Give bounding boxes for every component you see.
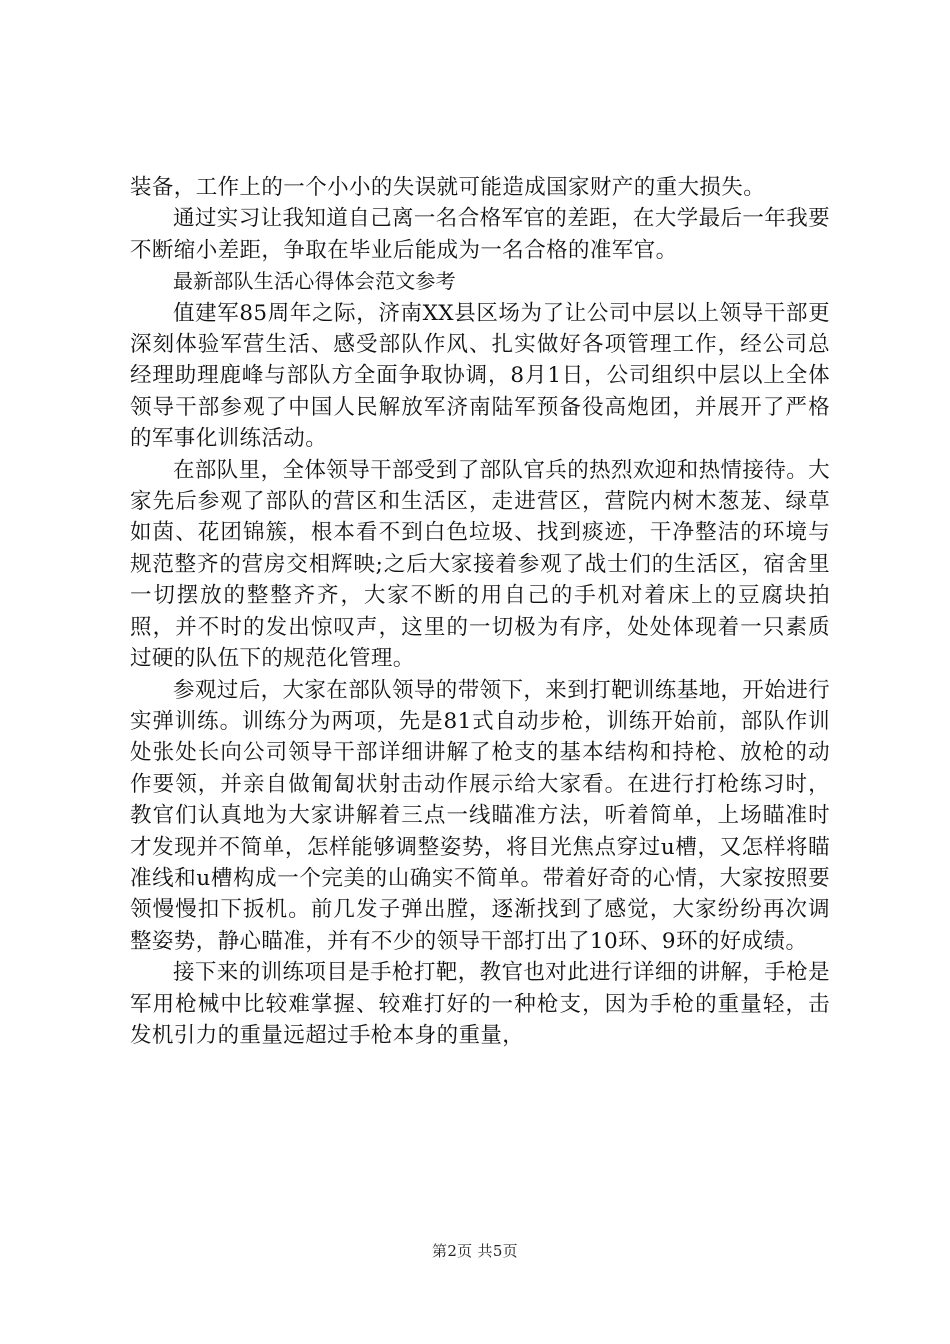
paragraph-continuation: 装备，工作上的一个小小的失误就可能造成国家财产的重大损失。 bbox=[130, 175, 766, 200]
paragraph-body-4: 接下来的训练项目是手枪打靶，教官也对此进行详细的讲解，手枪是军用枪械中比较难掌握、较难打好的一种枪支，因为手枪的重量轻，击发机引力的重量远超过手枪本身的重量， bbox=[130, 960, 831, 1048]
document-page bbox=[130, 172, 830, 1051]
paragraph-internship-reflection: 通过实习让我知道自己离一名合格军官的差距，在大学最后一年我要不断缩小差距，争取在毕业后能成为一名合格的准军官。 bbox=[130, 206, 831, 263]
paragraph-body-1: 值建军85周年之际，济南XX县区场为了让公司中层以上领导干部更深刻体验军营生活、感受部队作风、扎实做好各项管理工作，经公司总经理助理鹿峰与部队方全面争取协调，8月1日，公司组织中层以上全体领导干部参观了中国人民解放军济南陆军预备役高炮团，并展开了严格的军事化训练活动。 bbox=[130, 300, 830, 452]
paragraph-body-3: 参观过后，大家在部队领导的带领下，来到打靶训练基地，开始进行实弹训练。训练分为两项，先是81式自动步枪，训练开始前，部队作训处张处长向公司领导干部详细讲解了枪支的基本结构和持枪、放枪的动作要领，并亲自做匍匐状射击动作展示给大家看。在进行打枪练习时，教官们认真地为大家讲解着三点一线瞄准方法，听着简单，上场瞄准时才发现并不简单，怎样能够调整姿势，将目光焦点穿过u槽，又怎样将瞄准线和u槽构成一个完美的山确实不简单。带着好奇的心情，大家按照要领慢慢扣下扳机。前几发子弹出膛，逐渐找到了感觉，大家纷纷再次调整姿势，静心瞄准，并有不少的领导干部打出了10环、9环的好成绩。 bbox=[130, 677, 831, 954]
paragraph-body-2: 在部队里，全体领导干部受到了部队官兵的热烈欢迎和热情接待。大家先后参观了部队的营区和生活区，走进营区，营院内树木葱茏、绿草如茵、花团锦簇，根本看不到白色垃圾、找到痰迹，干净整洁的环境与规范整齐的营房交相辉映;之后大家接着参观了战士们的生活区，宿舍里一切摆放的整整齐齐，大家不断的用自己的手机对着床上的豆腐块拍照，并不时的发出惊叹声，这里的一切极为有序，处处体现着一只素质过硬的队伍下的规范化管理。 bbox=[130, 457, 831, 672]
page-number-footer: 第2页 共5页 bbox=[432, 1242, 518, 1260]
article-heading: 最新部队生活心得体会范文参考 bbox=[173, 269, 456, 294]
